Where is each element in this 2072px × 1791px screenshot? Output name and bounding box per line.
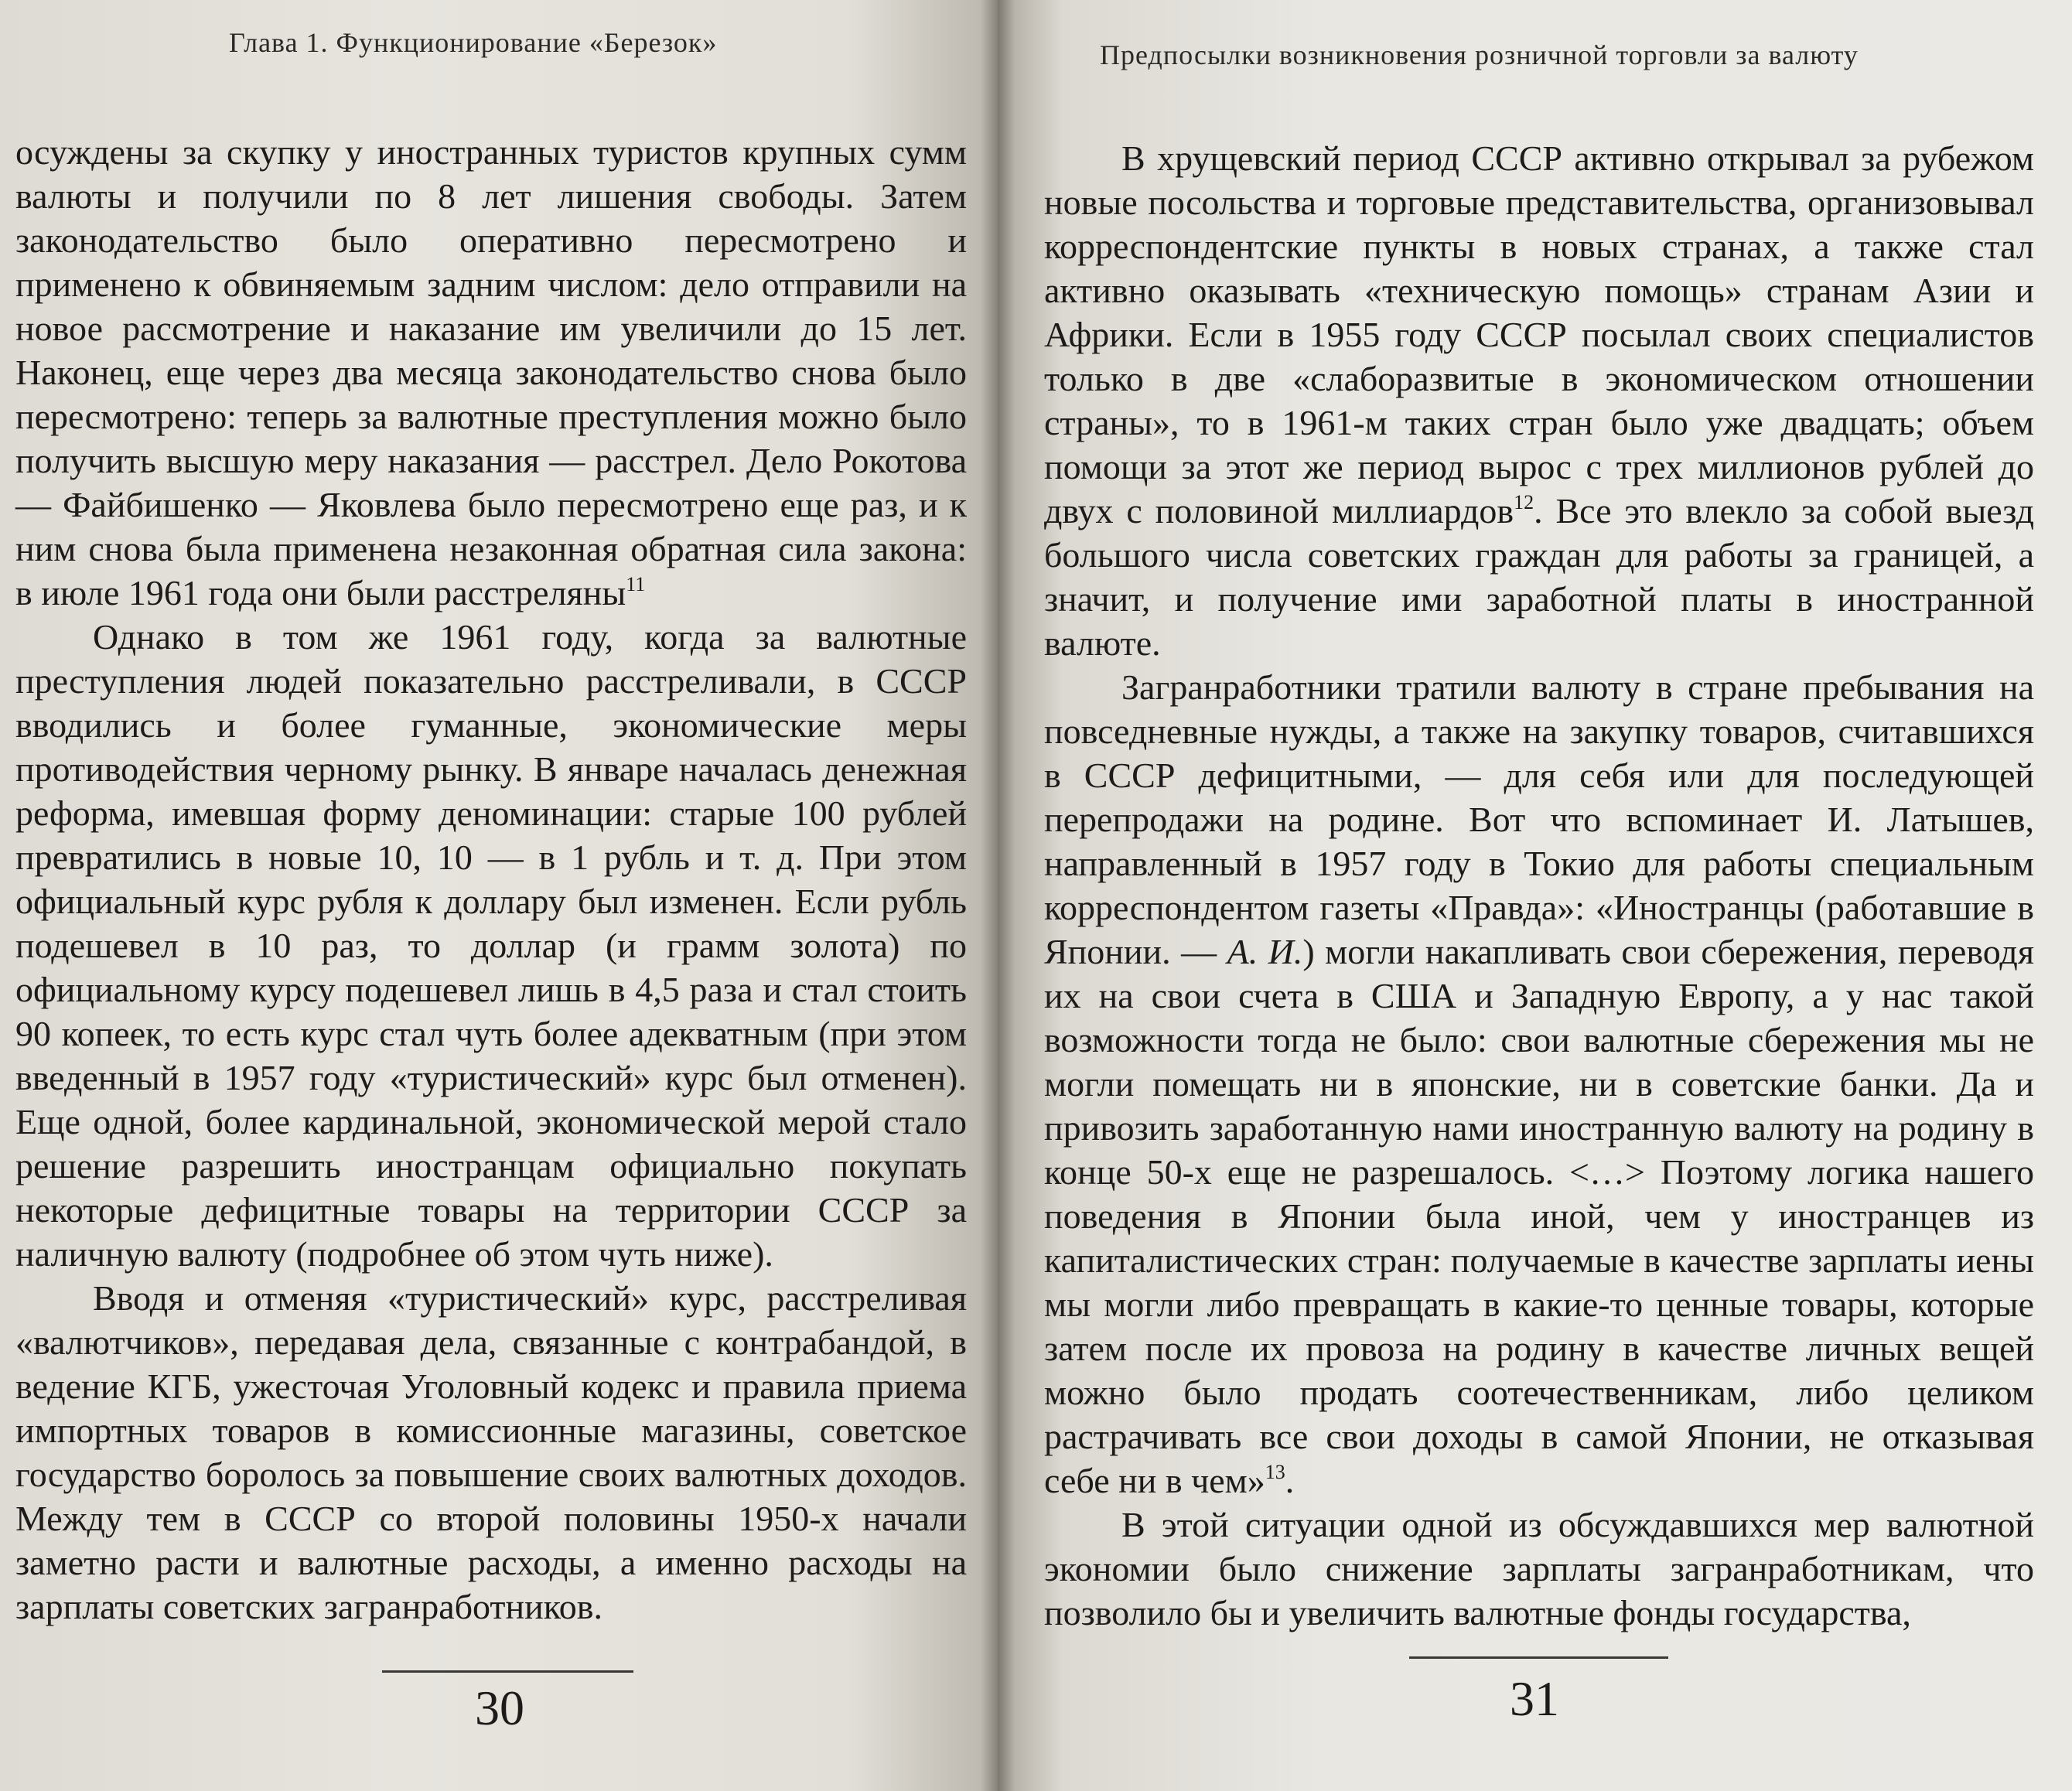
right-page xyxy=(998,0,2072,1791)
right-footer-rule xyxy=(1409,1656,1668,1659)
left-running-head: Глава 1. Функционирование «Березок» xyxy=(229,27,718,58)
right-running-head: Предпосылки возникновения розничной торговли за валюту xyxy=(1100,39,1859,70)
footnote-ref-13: 13 xyxy=(1265,1461,1285,1483)
left-page-text xyxy=(15,130,967,1629)
left-footer-rule xyxy=(382,1670,633,1673)
right-paragraph-2-text-before: Загранработники тратили валюту в стране пребывания на повседневные нужды, а также на закупку товаров, считавшихся в СССР дефицитными, — для себя или для последующей перепродажи на родине. Вот что вспоминает И. Латышев, направленный в 1957 году в Токио для работы специальным корреспондентом газеты «Правда»: «Иностранцы (работавшие в Японии. — xyxy=(1044,667,2034,971)
right-paragraph-2-text-after: ) могли накапливать свои сбережения, переводя их на свои счета в США и Западную Европу, а у нас такой возможности тогда не было: свои валютные сбережения мы не могли помещать ни в японские, ни в советские банки. Да и привозить заработанную нами иностранную валюту на родину в конце 50-х еще не разрешалось. <…> Поэтому логика нашего поведения в Японии была иной, чем у иностранцев из капиталистических стран: получаемые в качестве зарплаты иены мы могли либо превращать в какие-то ценные товары, которые затем после их провоза на родину в качестве личных вещей можно было продать соотечественникам, либо целиком растрачивать все свои доходы в самой Японии, не отказывая себе ни в чем» xyxy=(1044,932,2034,1500)
right-paragraph-1-tail: . Все это влекло за собой выезд большого числа советских граждан для работы за границей, а значит, и получение ими заработной платы в иностранной валюте. xyxy=(1044,491,2034,663)
left-paragraph-2-text: Однако в том же 1961 году, когда за валютные преступления людей показательно расстреливали, в СССР вводились и более гуманные, экономические меры противодействия черному рынку. В январе началась денежная реформа, имевшая форму деноминации: старые 100 рублей превратились в новые 10, 10 — в 1 рубль и т. д. При этом официальный курс рубля к доллару был изменен. Если рубль подешевел в 10 раз, то доллар (и грамм золота) по официальному курсу подешевел лишь в 4,5 раза и стал стоить 90 копеек, то есть курс стал чуть более адекватным (при этом введенный в 1957 году «туристический» курс был отменен). Еще одной, более кардинальной, экономической мерой стало решение разрешить иностранцам официально покупать некоторые дефицитные товары на территории СССР за наличную валюту (подробнее об этом чуть ниже). xyxy=(15,617,967,1274)
left-paragraph-1 xyxy=(15,130,967,615)
right-paragraph-3-text: В этой ситуации одной из обсуждавшихся мер валютной экономии было снижение зарплаты загранработникам, что позволило бы и увеличить валютные фонды государства, xyxy=(1044,1505,2034,1632)
left-paragraph-2 xyxy=(15,615,967,1276)
author-initials: А. И. xyxy=(1227,932,1303,971)
left-paragraph-1-text: осуждены за скупку у иностранных туристов крупных сумм валюты и получили по 8 лет лишения свободы. Затем законодательство было оперативно пересмотрено и применено к обвиняемым задним числом: дело отправили на новое рассмотрение и наказание им увеличили до 15 лет. Наконец, еще через два месяца законодательство снова было пересмотрено: теперь за валютные преступления можно было получить высшую меру наказания — расстрел. Дело Рокотова — Файбишенко — Яковлева было пересмотрено еще раз, и к ним снова была применена незаконная обратная сила закона: в июле 1961 года они были расстреляны xyxy=(15,132,967,612)
right-paragraph-3 xyxy=(1044,1503,2034,1635)
right-paragraph-2 xyxy=(1044,665,2034,1503)
left-page xyxy=(0,0,998,1791)
left-page-number: 30 xyxy=(475,1680,524,1735)
left-paragraph-3-text: Вводя и отменяя «туристический» курс, расстреливая «валютчиков», передавая дела, связанные с контрабандой, в ведение КГБ, ужесточая Уголовный кодекс и правила приема импортных товаров в комиссионные магазины, советское государство боролось за повышение своих валютных доходов. Между тем в СССР со второй половины 1950-х начали заметно расти и валютные расходы, а именно расходы на зарплаты советских загранработников. xyxy=(15,1278,967,1626)
right-paragraph-2-tail: . xyxy=(1285,1461,1295,1500)
right-paragraph-1 xyxy=(1044,136,2034,665)
right-page-number: 31 xyxy=(1510,1671,1559,1726)
book-gutter xyxy=(981,0,1015,1791)
left-paragraph-3 xyxy=(15,1276,967,1629)
footnote-ref-11: 11 xyxy=(626,573,646,595)
footnote-ref-12: 12 xyxy=(1514,491,1534,513)
right-page-text xyxy=(1044,136,2034,1635)
right-paragraph-1-text: В хрущевский период СССР активно открывал за рубежом новые посольства и торговые представительства, организовывал корреспондентские пункты в новых странах, а также стал активно оказывать «техническую помощь» странам Азии и Африки. Если в 1955 году СССР посылал своих специалистов только в две «слаборазвитые в экономическом отношении страны», то в 1961-м таких стран было уже двадцать; объем помощи за этот же период вырос с трех миллионов рублей до двух с половиной миллиардов xyxy=(1044,138,2034,530)
